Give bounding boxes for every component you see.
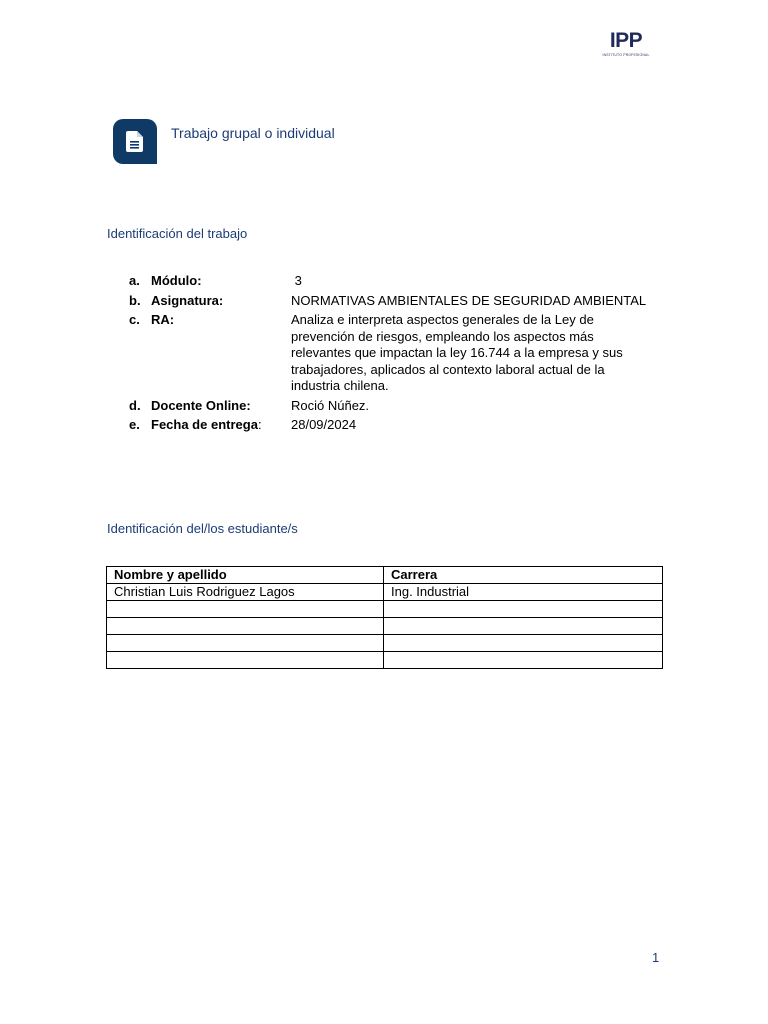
- info-label: Asignatura:: [151, 292, 224, 308]
- info-value: Roció Núñez.: [291, 397, 370, 413]
- info-row-teacher: [129, 398, 669, 415]
- table-cell: [384, 652, 663, 669]
- table-row: [107, 635, 663, 652]
- logo-subtext: INSTITUTO PROFESIONAL: [602, 53, 650, 57]
- table-cell: [107, 652, 384, 669]
- table-cell: [384, 635, 663, 652]
- column-header-name: Nombre y apellido: [107, 567, 384, 584]
- info-letter: b.: [129, 292, 141, 308]
- student-identification-title: Identificación del/los estudiante/s: [107, 521, 298, 536]
- info-letter: c.: [129, 312, 140, 327]
- info-value: NORMATIVAS AMBIENTALES DE SEGURIDAD AMBIENTAL: [291, 292, 647, 308]
- page-number: 1: [652, 950, 660, 965]
- table-row: [107, 652, 663, 669]
- table-cell: [107, 635, 384, 652]
- info-value: Analiza e interpreta aspectos generales de la Ley de prevención de riesgos, empleando los aspectos más relevantes que impactan la ley 16.744 a la empresa y sus trabajadores, aplicados al contexto laboral actual de la industria chilena.: [291, 312, 623, 393]
- info-letter: a.: [129, 273, 140, 288]
- info-letter: d.: [129, 397, 141, 413]
- info-row-subject: [129, 293, 669, 310]
- info-row-due-date: [129, 417, 669, 434]
- institution-logo: [600, 31, 652, 57]
- table-cell: [107, 618, 384, 635]
- students-table: [106, 566, 663, 669]
- info-label: Docente Online:: [151, 397, 251, 413]
- info-row-ra: [129, 312, 669, 395]
- info-row-module: [129, 273, 669, 290]
- info-label: Módulo:: [151, 273, 202, 288]
- document-icon: [113, 119, 157, 164]
- info-label: Fecha de entrega:: [151, 417, 262, 432]
- column-header-career: Carrera: [384, 567, 663, 584]
- table-row: [107, 618, 663, 635]
- info-label: RA:: [151, 312, 175, 327]
- info-value: 3: [291, 273, 302, 288]
- work-identification-title: Identificación del trabajo: [107, 226, 248, 241]
- table-header-row: [107, 567, 663, 584]
- table-cell: [384, 601, 663, 618]
- table-cell: [384, 618, 663, 635]
- info-value: 28/09/2024: [291, 417, 357, 432]
- logo-mark: IPP: [609, 29, 643, 52]
- work-identification-list: [129, 273, 669, 437]
- table-cell: Christian Luis Rodriguez Lagos: [107, 584, 384, 601]
- table-row: [107, 584, 663, 601]
- table-cell: [107, 601, 384, 618]
- table-cell: Ing. Industrial: [384, 584, 663, 601]
- table-row: [107, 601, 663, 618]
- info-letter: e.: [129, 417, 140, 432]
- document-type: Trabajo grupal o individual: [171, 125, 335, 141]
